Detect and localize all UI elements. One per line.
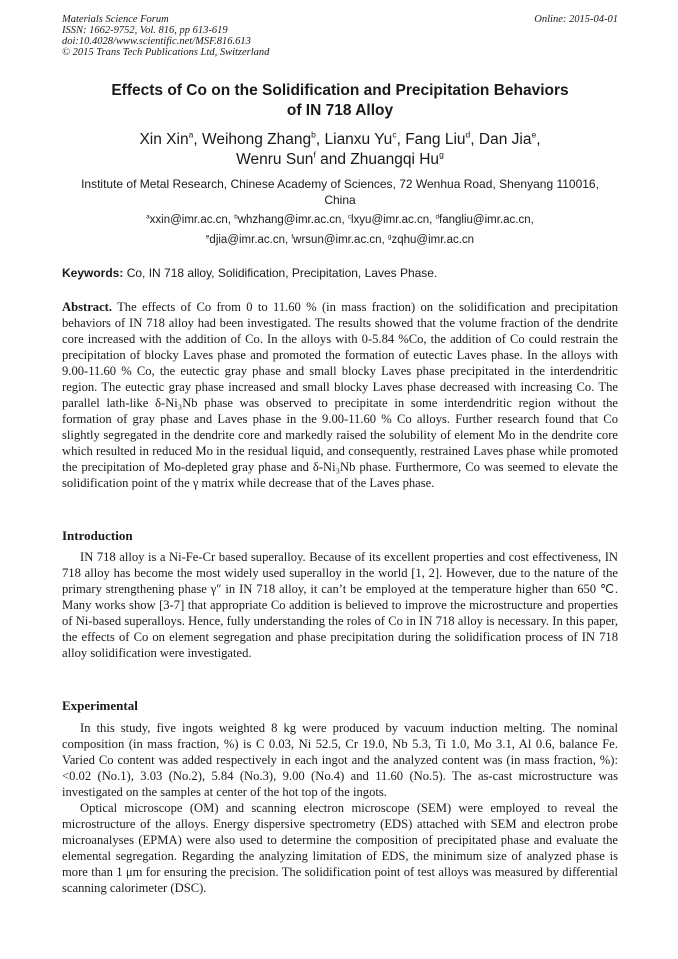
keywords bbox=[62, 265, 618, 281]
section-heading-experimental: Experimental bbox=[62, 698, 138, 713]
author-line-1: Xin Xin$^a$, Weihong Zhang$^b$, Lianxu Yu$^c$, Fang Liu$^d$, Dan Jia$^e$, bbox=[139, 129, 541, 148]
author-name: Lianxu Yu bbox=[324, 131, 393, 148]
section-heading-introduction: Introduction bbox=[62, 528, 133, 543]
experimental-paragraph-2: Optical microscope (OM) and scanning electron microscope (SEM) were employed to reveal the microstructure of the alloys. Energy dispersive spectrometry (EDS) attached with SEM and electron probe microanalyses (EPMA) were also used to determine the composition of precipitated phase and evaluate the elemental segregation. Regarding the analyzing limitation of EDS, the minimum size of analyzed phase is more than 1 μm for ensuring the precision. The solidification point of test alloys was measured by differential scanning calorimeter (DSC). bbox=[62, 801, 618, 895]
keywords-text: Co, IN 718 alloy, Solidification, Precipitation, Laves Phase. bbox=[123, 266, 438, 280]
affiliation: Institute of Metal Research, Chinese Academy of Sciences, 72 Wenhua Road, Shenyang 110016, China bbox=[81, 177, 599, 207]
title-line-1: Effects of Co on the Solidification and Precipitation Behaviors bbox=[111, 82, 569, 99]
author-name: Xin Xin bbox=[139, 131, 189, 148]
author-affil-mark: a bbox=[188, 129, 194, 140]
email-link[interactable]: zqhu@imr.ac.cn bbox=[391, 234, 475, 246]
copyright-line: © 2015 Trans Tech Publications Ltd, Switzerland bbox=[62, 47, 270, 58]
introduction-paragraph: IN 718 alloy is a Ni-Fe-Cr based superalloy. Because of its excellent properties and cost effectiveness, IN 718 alloy has become the most widely used superalloy in the world [1, 2]. However, due to the nature of the primary strengthening phase γ″ in IN 718 alloy, it can’t be employed at the temperature higher than 650 ℃. Many works show [3-7] that appropriate Co addition is believed to improve the microstructure and properties of Ni-based superalloys. Hence, fully understanding the roles of Co in IN 718 alloy is necessary. In this paper, the effects of Co on element segregation and phase precipitation during the solidification process of IN 718 alloy solidification were investigated. bbox=[62, 550, 618, 660]
email-link[interactable]: whzhang@imr.ac.cn bbox=[237, 214, 342, 226]
author-affil-mark: c bbox=[392, 129, 397, 140]
author-name: Dan Jia bbox=[478, 131, 532, 148]
abstract-text: The effects of Co from 0 to 11.60 % (in mass fraction) on the solidification and precipitation behaviors of IN 718 alloy had been investigated. The results showed that the volume fraction of the dendrite core increased with the addition of Co. In the alloys with 0-5.84 %Co, the addition of Co could restrain the precipitation of blocky Laves phase and promoted the formation of eutectic Laves phase. In the alloys with 9.00-11.60 % Co, the eutectic gray phase and small blocky Laves phase precipitated in the interdendritic region. The eutectic gray phase increased and small blocky Laves phase decreased with increasing Co. The parallel lath-like δ-Ni₃Nb phase was observed to precipitate in some interdendritic region without the formation of gray phase and Laves phase in the 9.00-11.60 % Co alloys. Further research found that Co slightly segregated in the dendrite core and markedly raised the solubility of element Mo in the dendrite core which resulted in reduced Mo in the residual liquid, and consequently, restrained Laves phase while promoted the precipitation of Mo-depleted gray phase and δ-Ni₃Nb phase. Furthermore, Co was seemed to elevate the solidification point of the γ matrix while decrease that of the Laves phase. bbox=[62, 300, 618, 490]
author-name: Weihong Zhang bbox=[201, 131, 312, 148]
author-name: Fang Liu bbox=[405, 131, 466, 148]
email-link[interactable]: fangliu@imr.ac.cn bbox=[439, 214, 531, 226]
author-affil-mark: e bbox=[531, 129, 537, 140]
author-affil-mark: f bbox=[313, 149, 316, 160]
author-name: Wenru Sun bbox=[236, 151, 314, 168]
abstract-label: Abstract. bbox=[62, 300, 113, 314]
author-name: Zhuangqi Hu bbox=[350, 151, 440, 168]
author-affil-mark: d bbox=[465, 129, 471, 140]
paper-title bbox=[62, 81, 618, 121]
experimental-paragraph-1: In this study, five ingots weighted 8 kg were produced by vacuum induction melting. The nominal composition (in mass fraction, %) is C 0.03, Ni 52.5, Cr 19.0, Nb 5.3, Ti 1.0, Mo 3.1, Al 0.6, balance Fe. Varied Co content was added respectively in each ingot and the analyzed content was (in mass fraction, %): <0.02 (No.1), 3.03 (No.2), 5.84 (No.3), 9.00 (No.4) and 11.60 (No.5). The as-cast microstructure was investigated on the samples at center of the hot top of the ingots. bbox=[62, 721, 618, 799]
email-link[interactable]: djia@imr.ac.cn bbox=[209, 234, 286, 246]
issn-line: ISSN: 1662-9752, Vol. 816, pp 613-619 bbox=[62, 25, 228, 36]
email-link[interactable]: xxin@imr.ac.cn bbox=[149, 214, 228, 226]
journal-name: Materials Science Forum bbox=[62, 14, 169, 25]
author-affil-mark: b bbox=[311, 129, 316, 140]
abstract bbox=[62, 299, 618, 491]
email-line-1: $^a$xxin@imr.ac.cn, $^b$whzhang@imr.ac.cn, $^c$lxyu@imr.ac.cn, $^d$fangliu@imr.ac.cn, bbox=[146, 213, 534, 226]
online-date: Online: 2015-04-01 bbox=[534, 14, 618, 25]
author-list bbox=[62, 130, 618, 170]
doi-line[interactable]: doi:10.4028/www.scientific.net/MSF.816.613 bbox=[62, 36, 251, 47]
email-link[interactable]: wrsun@imr.ac.cn bbox=[293, 234, 382, 246]
email-list bbox=[62, 210, 618, 250]
author-affil-mark: g bbox=[439, 149, 444, 160]
author-line-2: Wenru Sun$^f$ and Zhuangqi Hu$^g$ bbox=[236, 149, 444, 168]
keywords-label: Keywords: bbox=[62, 266, 124, 280]
email-link[interactable]: lxyu@imr.ac.cn bbox=[351, 214, 430, 226]
title-line-2: of IN 718 Alloy bbox=[286, 102, 394, 119]
email-line-2: $^e$djia@imr.ac.cn, $^f$wrsun@imr.ac.cn, $^g$zqhu@imr.ac.cn bbox=[205, 233, 475, 246]
journal-header bbox=[62, 14, 618, 58]
